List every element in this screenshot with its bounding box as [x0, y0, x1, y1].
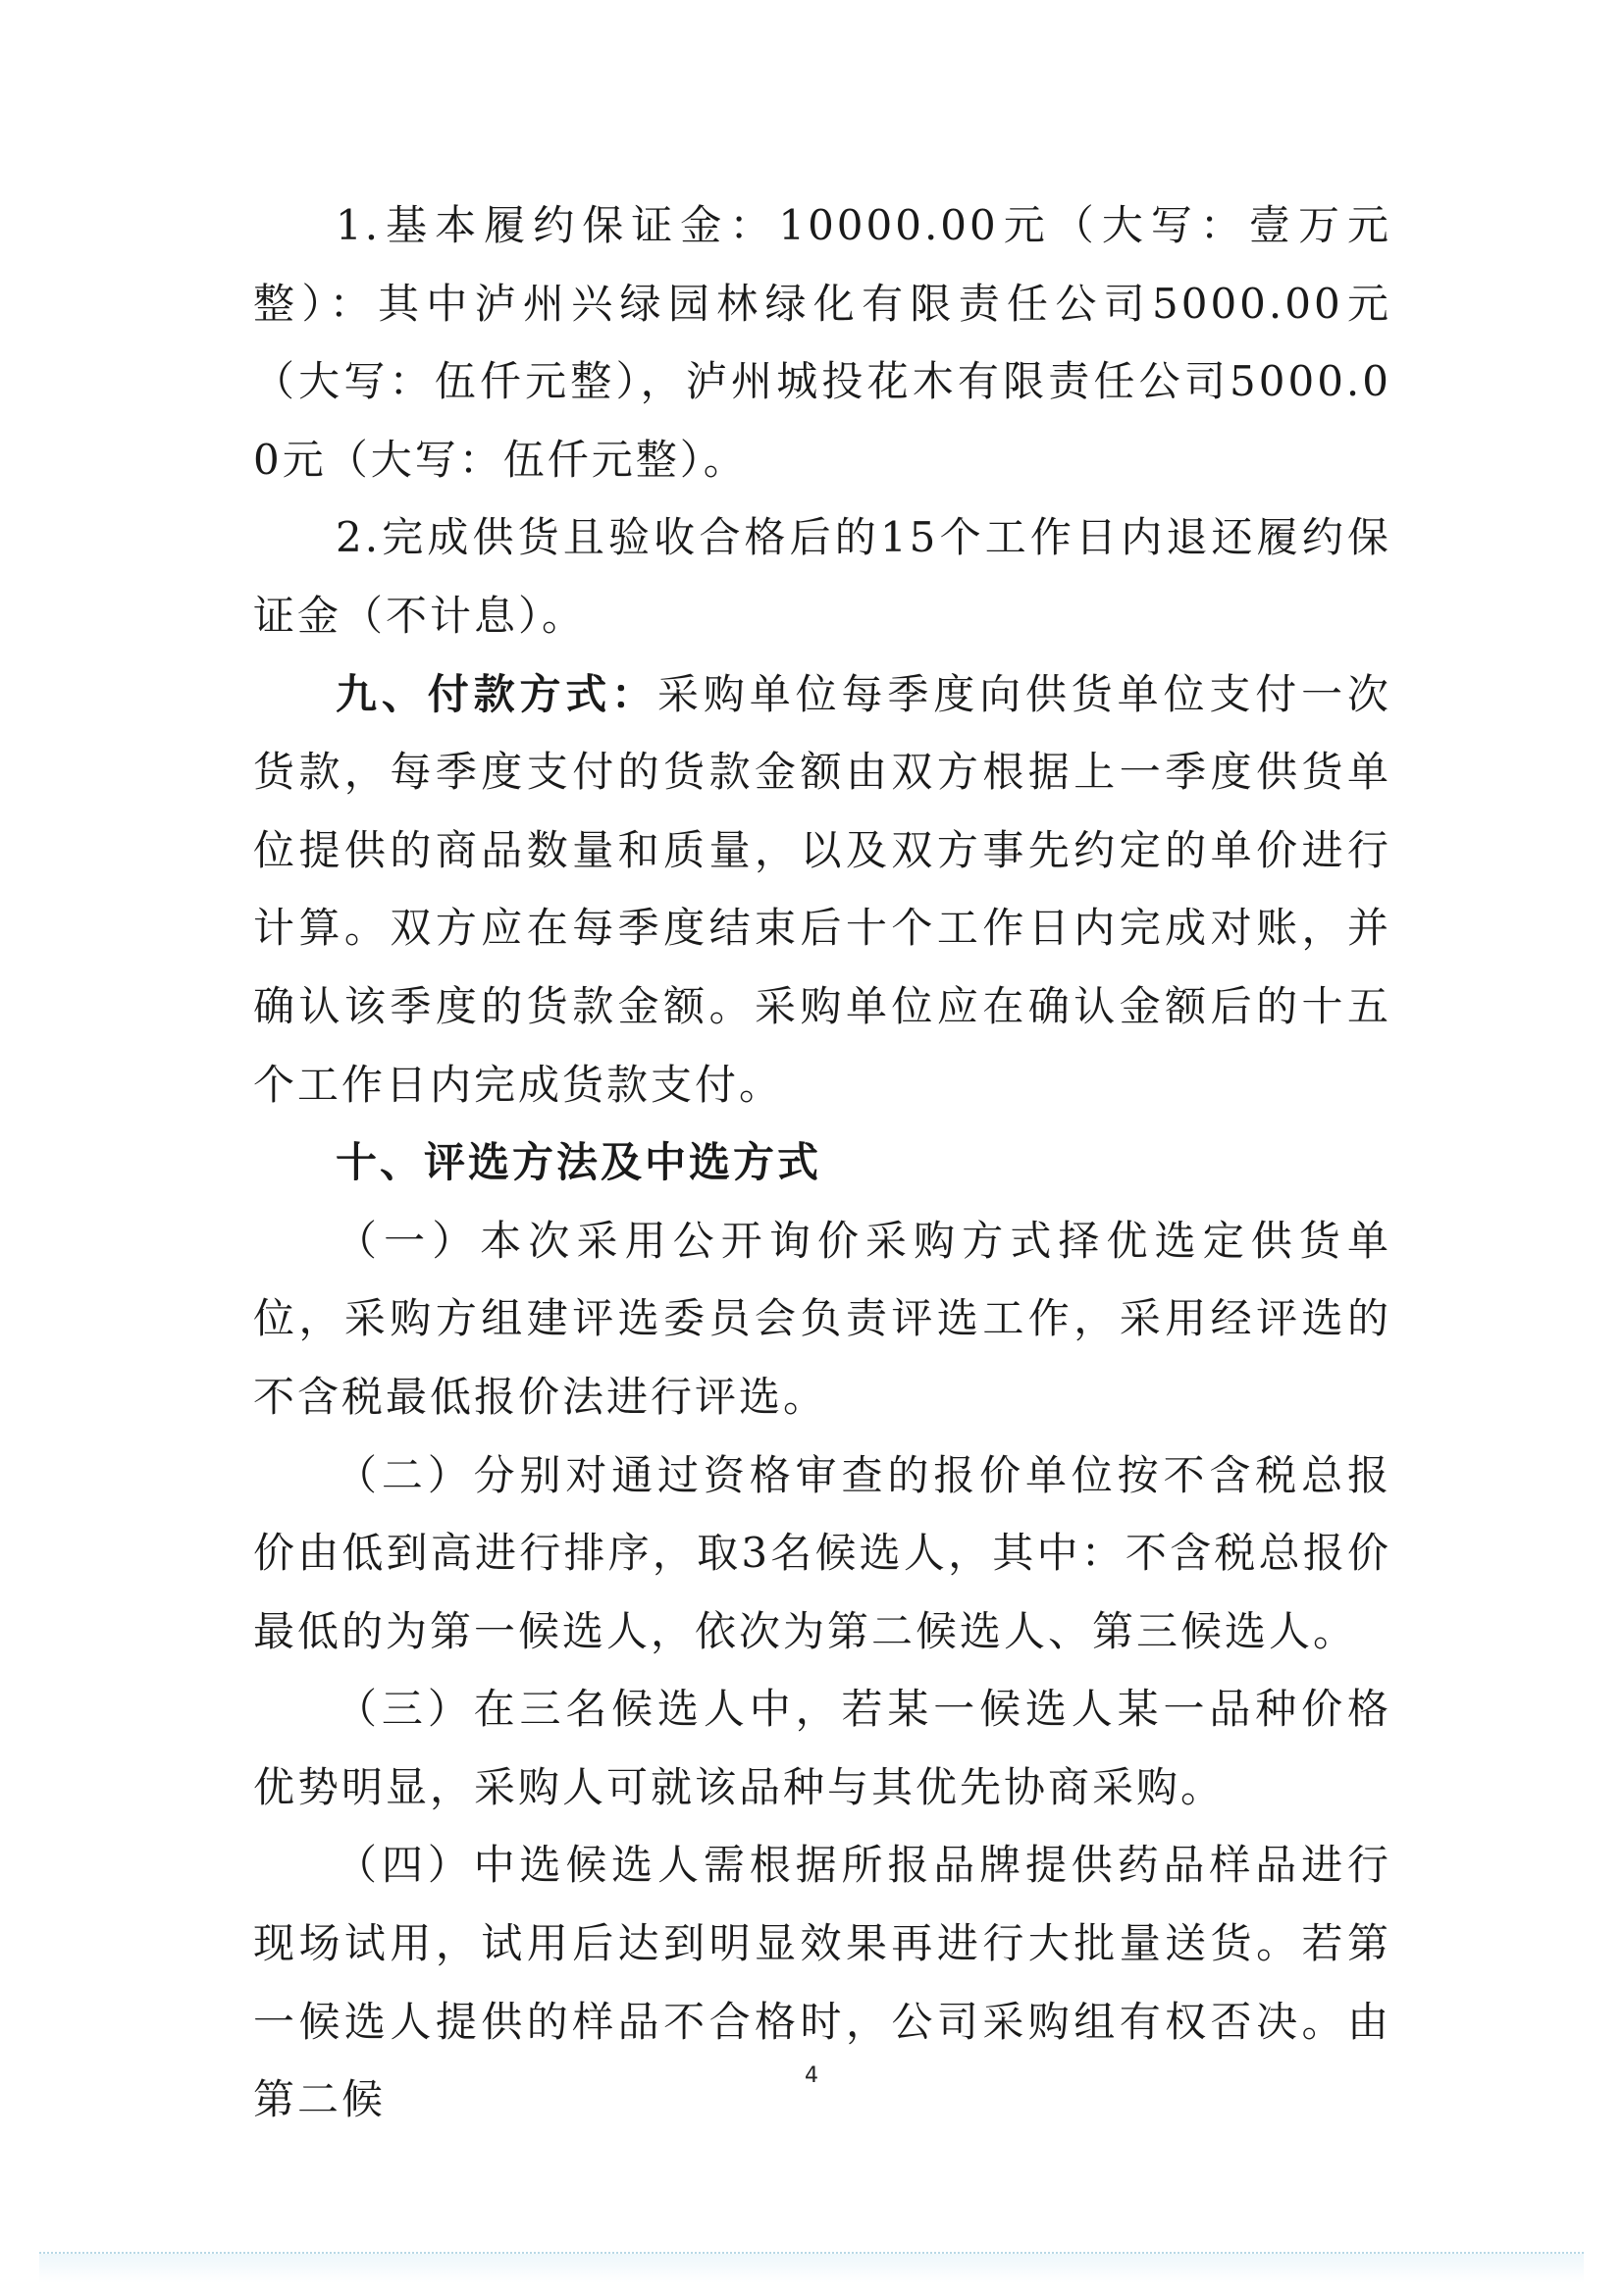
evaluation-item-2: （二）分别对通过资格审查的报价单位按不含税总报价由低到高进行排序，取3名候选人，其中：不含税总报价最低的为第一候选人，依次为第二候选人、第三候选人。: [253, 1450, 1391, 1655]
page-number: 4: [805, 2063, 818, 2088]
section-payment: [253, 655, 1391, 1124]
document-body: [253, 186, 1391, 2139]
evaluation-item-4: （四）中选候选人需根据所报品牌提供药品样品进行现场试用，试用后达到明显效果再进行大批量送货。若第一候选人提供的样品不合格时，公司采购组有权否决。由第二候: [253, 1841, 1391, 2124]
evaluation-item-3: （三）在三名候选人中，若某一候选人某一品种价格优势明显，采购人可就该品种与其优先协商采购。: [253, 1685, 1391, 1811]
paragraph-bond-refund: 2.完成供货且验收合格后的15个工作日内退还履约保证金（不计息）。: [253, 513, 1391, 640]
evaluation-item-1: （一）本次采用公开询价采购方式择优选定供货单位，采购方组建评选委员会负责评选工作，采用经评选的不含税最低报价法进行评选。: [253, 1216, 1391, 1421]
paragraph-performance-bond: 1.基本履约保证金：10000.00元（大写：壹万元整）：其中泸州兴绿园林绿化有限责任公司5000.00元（大写：伍仟元整），泸州城投花木有限责任公司5000.00元（大写：伍仟元整）。: [253, 201, 1391, 484]
section-payment-heading: 九、付款方式：: [336, 669, 658, 718]
section-evaluation-heading: 十、评选方法及中选方式: [336, 1138, 822, 1187]
scan-edge-divider: [39, 2252, 1584, 2283]
section-payment-text: 采购单位每季度向供货单位支付一次货款，每季度支付的货款金额由双方根据上一季度供货单位提供的商品数量和质量，以及双方事先约定的单价进行计算。双方应在每季度结束后十个工作日内完成对账，并确认该季度的货款金额。采购单位应在确认金额后的十五个工作日内完成货款支付。: [253, 669, 1391, 1109]
